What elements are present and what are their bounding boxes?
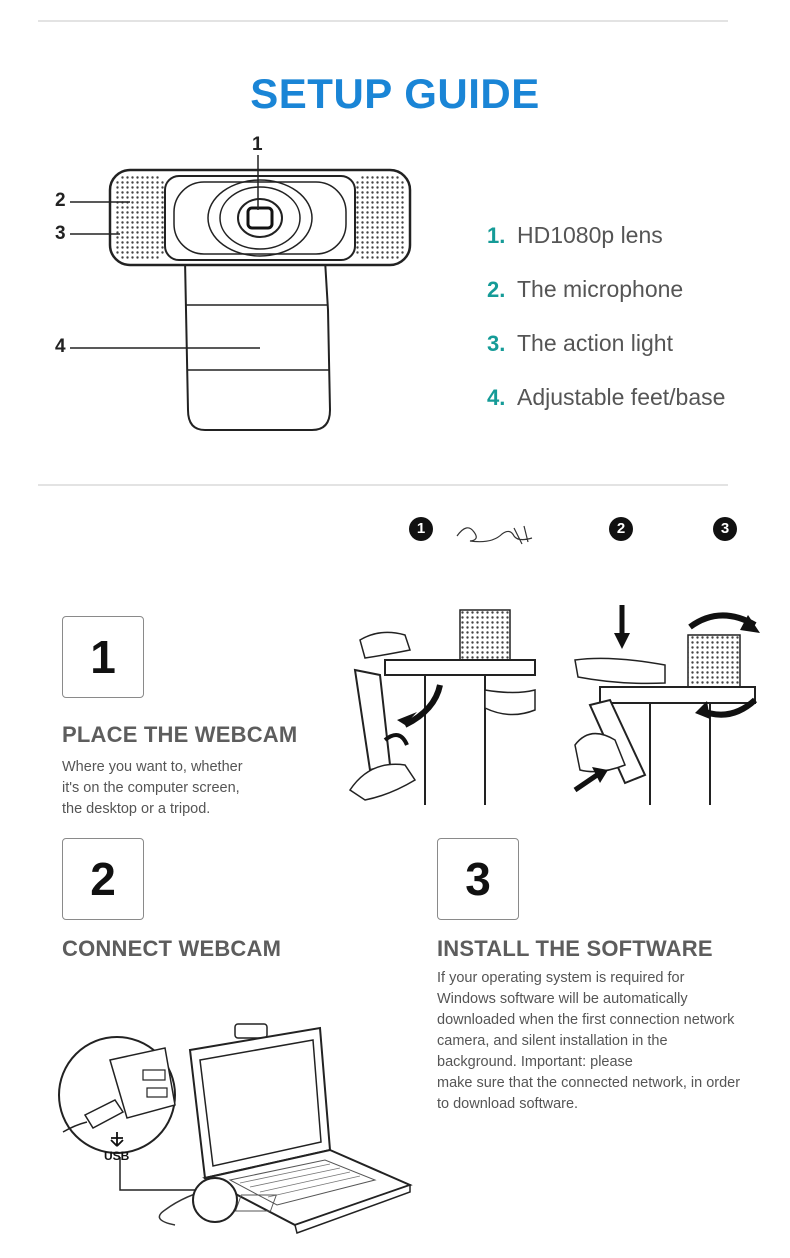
step-1-number-box: 1 [62, 616, 144, 698]
mounting-illustration-clip [345, 600, 545, 810]
description-line: Windows software will be automatically [437, 991, 688, 1007]
step-1-description [62, 757, 243, 820]
callout-1: 1 [252, 134, 263, 155]
part-label: HD1080p lens [517, 222, 663, 248]
list-item [487, 276, 725, 330]
step-3-heading: INSTALL THE SOFTWARE [437, 936, 713, 961]
part-label: Adjustable feet/base [517, 384, 726, 410]
diagram-step-1-badge: 1 [409, 517, 433, 541]
part-number: 1. [487, 223, 506, 248]
description-line: it's on the computer screen, [62, 780, 240, 796]
page-title: SETUP GUIDE [250, 70, 540, 117]
list-item [487, 222, 725, 276]
step-3-number-box: 3 [437, 838, 519, 920]
description-line: background. Important: please [437, 1054, 633, 1070]
description-line: downloaded when the first connection network [437, 1012, 735, 1028]
part-label: The microphone [517, 276, 684, 302]
part-label: The action light [517, 330, 673, 356]
step-3-description [437, 968, 782, 1115]
step-1-heading: PLACE THE WEBCAM [62, 722, 298, 747]
list-item [487, 384, 725, 438]
part-number: 2. [487, 277, 506, 302]
callout-3: 3 [55, 223, 66, 244]
laptop-usb-illustration [55, 1020, 420, 1250]
description-line: the desktop or a tripod. [62, 801, 211, 817]
callout-4: 4 [55, 336, 66, 357]
part-number: 4. [487, 385, 506, 410]
usb-label: USB [104, 1149, 130, 1163]
webcam-front-illustration [50, 130, 420, 440]
list-item [487, 330, 725, 384]
diagram-step-3-badge: 3 [713, 517, 737, 541]
parts-list [487, 222, 725, 438]
step-2-number-box: 2 [62, 838, 144, 920]
description-line: to download software. [437, 1096, 579, 1112]
part-number: 3. [487, 331, 506, 356]
step-2-heading: CONNECT WEBCAM [62, 936, 282, 961]
mounting-illustration-adjust [570, 605, 765, 810]
hand-sketch-icon [452, 514, 542, 548]
section-divider [38, 484, 728, 486]
callout-2: 2 [55, 190, 66, 211]
description-line: make sure that the connected network, in order [437, 1075, 741, 1091]
diagram-step-2-badge: 2 [609, 517, 633, 541]
description-line: Where you want to, whether [62, 759, 243, 775]
top-divider [38, 20, 728, 22]
description-line: camera, and silent installation in the [437, 1033, 668, 1049]
description-line: If your operating system is required for [437, 970, 685, 986]
